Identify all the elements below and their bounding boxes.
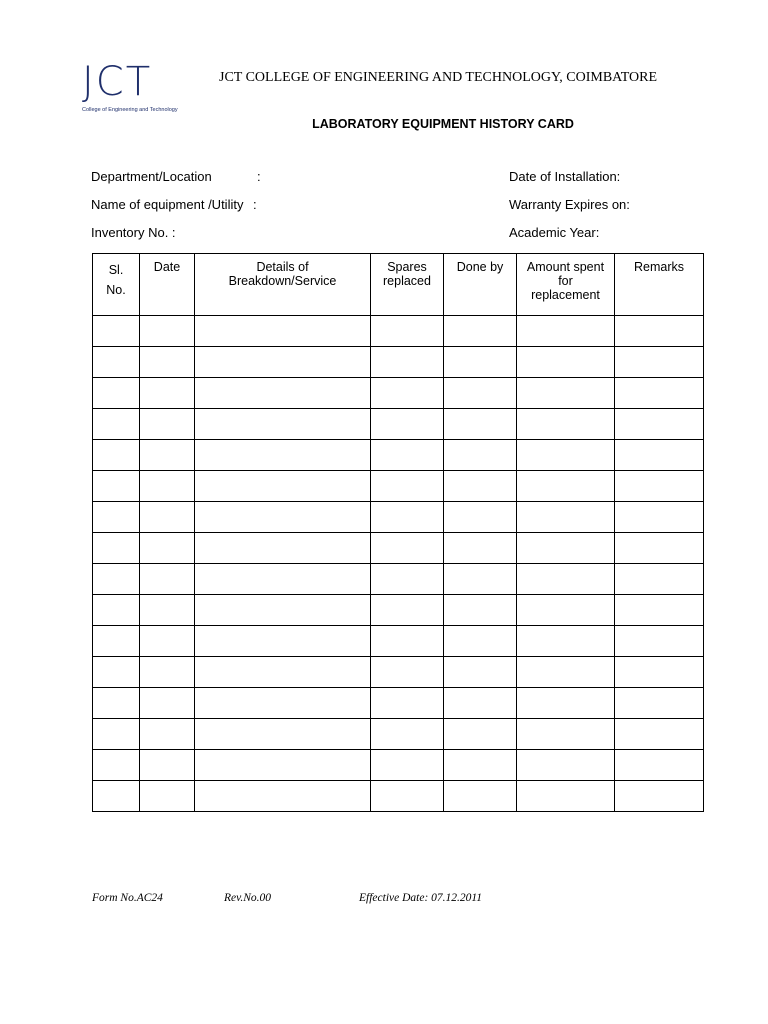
table-cell[interactable] [517, 657, 615, 688]
history-table [92, 253, 704, 812]
table-cell[interactable] [444, 781, 517, 812]
equipment-label: Name of equipment /Utility [91, 197, 244, 212]
table-cell[interactable] [93, 719, 140, 750]
table-cell[interactable] [140, 471, 195, 502]
table-cell[interactable] [371, 626, 444, 657]
form-number: Form No.AC24 [92, 892, 163, 904]
table-cell[interactable] [615, 347, 704, 378]
table-cell[interactable] [517, 409, 615, 440]
table-cell[interactable] [140, 316, 195, 347]
table-cell[interactable] [517, 595, 615, 626]
table-cell[interactable] [195, 688, 371, 719]
table-cell[interactable] [140, 781, 195, 812]
table-cell[interactable] [371, 781, 444, 812]
table-cell[interactable] [615, 502, 704, 533]
table-cell[interactable] [517, 471, 615, 502]
academic-year-label: Academic Year: [509, 225, 600, 240]
table-cell[interactable] [371, 564, 444, 595]
table-cell[interactable] [140, 719, 195, 750]
table-cell[interactable] [517, 347, 615, 378]
table-row [93, 781, 704, 812]
table-cell[interactable] [140, 347, 195, 378]
logo-subtitle: College of Engineering and Technology [82, 107, 178, 113]
table-cell[interactable] [195, 719, 371, 750]
document-title: LABORATORY EQUIPMENT HISTORY CARD [312, 117, 574, 131]
table-cell[interactable] [371, 440, 444, 471]
table-cell[interactable] [444, 719, 517, 750]
table-cell[interactable] [195, 471, 371, 502]
table-cell[interactable] [517, 316, 615, 347]
table-cell[interactable] [93, 595, 140, 626]
table-cell[interactable] [140, 502, 195, 533]
table-cell[interactable] [615, 409, 704, 440]
col-header-details: Details of Breakdown/Service [195, 254, 371, 316]
table-cell[interactable] [93, 440, 140, 471]
table-header-row [93, 254, 704, 316]
table-cell[interactable] [93, 533, 140, 564]
table-cell[interactable] [517, 781, 615, 812]
table-row [93, 502, 704, 533]
table-cell[interactable] [371, 409, 444, 440]
table-cell[interactable] [195, 440, 371, 471]
table-cell[interactable] [371, 688, 444, 719]
table-cell[interactable] [615, 595, 704, 626]
table-cell[interactable] [517, 502, 615, 533]
table-cell[interactable] [195, 502, 371, 533]
table-cell[interactable] [195, 750, 371, 781]
table-cell[interactable] [615, 688, 704, 719]
table-cell[interactable] [195, 657, 371, 688]
table-cell[interactable] [444, 316, 517, 347]
table-cell[interactable] [615, 378, 704, 409]
table-row [93, 347, 704, 378]
effective-date: Effective Date: 07.12.2011 [359, 892, 483, 904]
table-cell[interactable] [140, 626, 195, 657]
table-cell[interactable] [371, 471, 444, 502]
table-cell[interactable] [93, 471, 140, 502]
table-body [93, 316, 704, 812]
table-cell[interactable] [195, 316, 371, 347]
table-cell[interactable] [371, 719, 444, 750]
table-cell[interactable] [140, 533, 195, 564]
table-cell[interactable] [444, 440, 517, 471]
table-cell[interactable] [615, 533, 704, 564]
table-row [93, 750, 704, 781]
table-row [93, 719, 704, 750]
table-cell[interactable] [444, 409, 517, 440]
table-row [93, 626, 704, 657]
table-cell[interactable] [93, 688, 140, 719]
table-cell[interactable] [195, 626, 371, 657]
table-cell[interactable] [615, 657, 704, 688]
table-cell[interactable] [444, 595, 517, 626]
table-cell[interactable] [517, 688, 615, 719]
col-header-spares: Spares replaced [371, 254, 444, 316]
table-cell[interactable] [371, 533, 444, 564]
table-cell[interactable] [615, 564, 704, 595]
table-cell[interactable] [140, 378, 195, 409]
table-row [93, 409, 704, 440]
table-cell[interactable] [93, 316, 140, 347]
department-label: Department/Location [91, 169, 212, 184]
table-cell[interactable] [371, 502, 444, 533]
table-cell[interactable] [140, 409, 195, 440]
col-header-done-by: Done by [444, 254, 517, 316]
table-cell[interactable] [615, 781, 704, 812]
table-cell[interactable] [195, 533, 371, 564]
warranty-label: Warranty Expires on: [509, 197, 630, 212]
table-cell[interactable] [140, 657, 195, 688]
table-cell[interactable] [195, 347, 371, 378]
table-cell[interactable] [444, 378, 517, 409]
table-row [93, 688, 704, 719]
table-cell[interactable] [444, 750, 517, 781]
table-row [93, 595, 704, 626]
table-cell[interactable] [195, 595, 371, 626]
table-cell[interactable] [93, 347, 140, 378]
table-cell[interactable] [93, 657, 140, 688]
table-cell[interactable] [93, 502, 140, 533]
table-cell[interactable] [517, 564, 615, 595]
table-cell[interactable] [371, 750, 444, 781]
table-cell[interactable] [140, 750, 195, 781]
revision-number: Rev.No.00 [224, 892, 272, 904]
table-cell[interactable] [140, 564, 195, 595]
table-cell[interactable] [444, 471, 517, 502]
table-row [93, 471, 704, 502]
table-cell[interactable] [444, 502, 517, 533]
table-cell[interactable] [517, 440, 615, 471]
table-cell[interactable] [444, 533, 517, 564]
table-cell[interactable] [517, 378, 615, 409]
table-cell[interactable] [93, 626, 140, 657]
inventory-label: Inventory No. : [91, 225, 176, 240]
table-cell[interactable] [615, 471, 704, 502]
col-header-date: Date [140, 254, 195, 316]
table-cell[interactable] [140, 595, 195, 626]
installation-date-label: Date of Installation: [509, 169, 621, 184]
table-cell[interactable] [444, 347, 517, 378]
table-cell[interactable] [195, 781, 371, 812]
col-header-sl-no: Sl. No. [93, 254, 140, 316]
table-cell[interactable] [371, 378, 444, 409]
table-cell[interactable] [517, 626, 615, 657]
table-cell[interactable] [195, 564, 371, 595]
table-row [93, 657, 704, 688]
table-cell[interactable] [517, 719, 615, 750]
equipment-colon: : [253, 197, 257, 212]
table-row [93, 440, 704, 471]
table-cell[interactable] [444, 626, 517, 657]
table-cell[interactable] [195, 378, 371, 409]
table-cell[interactable] [93, 409, 140, 440]
table-row [93, 316, 704, 347]
table-cell[interactable] [444, 564, 517, 595]
table-cell[interactable] [517, 750, 615, 781]
table-cell[interactable] [615, 719, 704, 750]
table-cell[interactable] [140, 440, 195, 471]
table-cell[interactable] [93, 781, 140, 812]
table-cell[interactable] [517, 533, 615, 564]
department-colon: : [257, 169, 261, 184]
table-cell[interactable] [93, 564, 140, 595]
table-cell[interactable] [615, 750, 704, 781]
table-cell[interactable] [140, 688, 195, 719]
table-cell[interactable] [93, 378, 140, 409]
table-row [93, 564, 704, 595]
table-cell[interactable] [371, 595, 444, 626]
col-header-amount: Amount spent for replacement [517, 254, 615, 316]
table-cell[interactable] [615, 440, 704, 471]
table-cell[interactable] [93, 750, 140, 781]
col-header-remarks: Remarks [615, 254, 704, 316]
table-cell[interactable] [444, 657, 517, 688]
logo-text: JCT [82, 59, 153, 105]
table-cell[interactable] [615, 316, 704, 347]
table-cell[interactable] [371, 316, 444, 347]
college-name: JCT COLLEGE OF ENGINEERING AND TECHNOLOGY, COIMBATORE [219, 70, 658, 85]
table-cell[interactable] [195, 409, 371, 440]
college-logo [72, 58, 190, 118]
table-cell[interactable] [615, 626, 704, 657]
table-cell[interactable] [371, 657, 444, 688]
table-row [93, 533, 704, 564]
table-cell[interactable] [444, 688, 517, 719]
table-cell[interactable] [371, 347, 444, 378]
table-row [93, 378, 704, 409]
